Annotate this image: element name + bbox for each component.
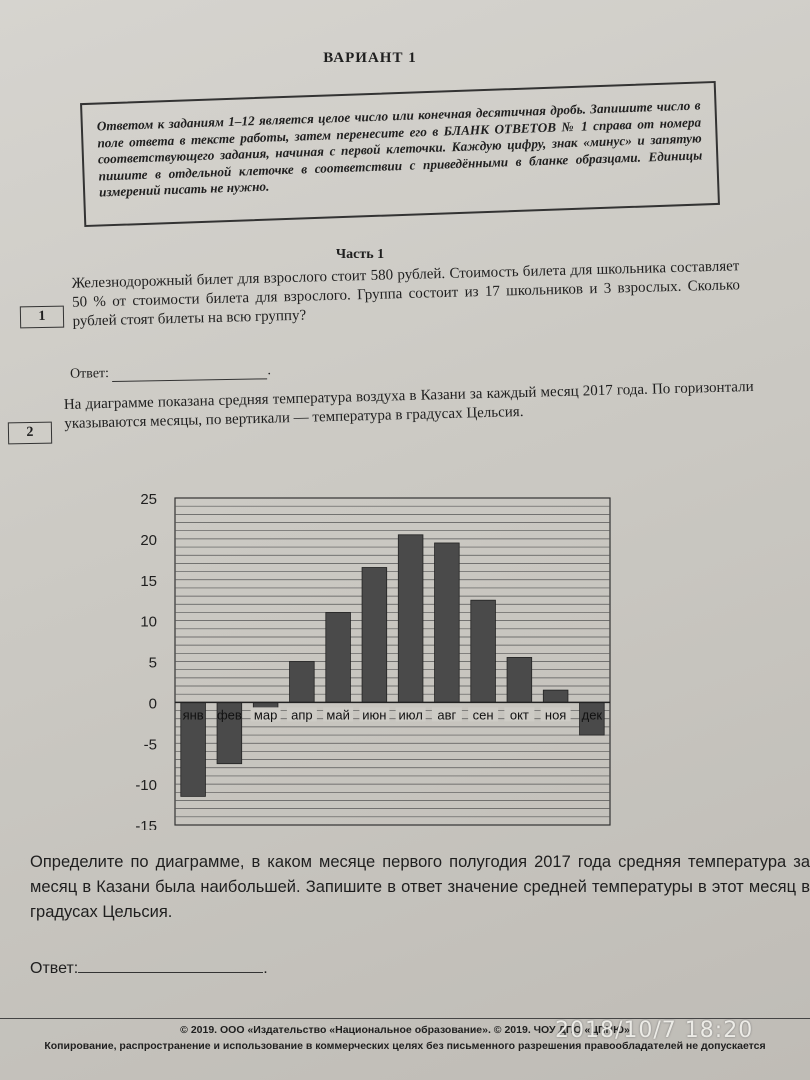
chart-bar-ноя [543,690,568,702]
chart-ytick-label: 20 [140,531,157,549]
task-2-answer-line[interactable] [78,972,263,973]
chart-xtick-label: окт [509,707,529,723]
task-2-answer: Ответ: . [30,960,268,977]
task-2-question: Определите по диаграмме, в каком месяце первого полугодия 2017 года средняя температура за месяц в Казани была наибольшей. Запишите в ответ значение средней температуры в этот месяц в градусах Цельсия. [30,853,810,921]
chart-xtick-label: янв [182,707,204,723]
chart-ytick-label: 25 [140,491,157,508]
chart-bar-сен [471,600,496,702]
instructions-box: Ответом к заданиям 1–12 является целое число или конечная десятичная дробь. Запишите число в поле ответа в тексте работы, затем перенесите его в БЛАНК ОТВЕТОВ № 1 справа от номера соответствующего задания, начиная с первой клеточки. Каждую цифру, знак «минус» и запятую пишите в отдельной клеточке в соответствии с приведёнными в бланке образцами. Единицы измерений писать не нужно. [80,81,720,227]
chart-ytick-label: -5 [143,736,157,754]
chart-ytick-label: 5 [148,654,157,672]
task-2-text: На диаграмме показана средняя температура воздуха в Казани за каждый месяц 2017 года. По горизонтали указываются месяцы, по вертикали — температура в градусах Цельсия. [63,378,754,433]
chart-ytick-label: 10 [140,613,157,631]
task-1-answer: Ответ: . [69,363,272,382]
chart-bar-май [326,612,351,702]
chart-ytick-label: 0 [148,695,157,713]
chart-bar-июл [398,535,423,703]
task-2-number: 2 [8,422,52,445]
task-1-text: Железнодорожный билет для взрослого стоит 580 рублей. Стоимость билета для школьника составляет 50 % от стоимости билета для взрослого. Группа состоит из 17 школьников и 3 взрослых. Сколько рублей стоят билеты на всю группу? [71,258,741,330]
photo-timestamp: 2018/10/7 18:20 [555,1018,754,1043]
chart-xtick-label: дек [581,707,603,723]
chart-bar-июн [362,567,387,702]
task-1-number: 1 [20,306,64,329]
chart-xtick-label: мар [253,707,278,723]
chart-bar-окт [507,657,532,702]
part-title: Часть 1 [335,247,385,262]
chart-xtick-label: ноя [544,707,567,723]
variant-title: ВАРИАНТ 1 [323,50,417,66]
chart-bar-авг [435,543,460,702]
chart-xtick-label: фев [216,707,242,723]
temperature-chart [120,480,620,830]
chart-ytick-label: 15 [140,572,157,590]
chart-xtick-label: сен [472,707,494,723]
footer-copyright: © 2019. ООО «Издательство «Национальное образование». © 2019. ЧОУ ДПО «ЦПНЮ» [180,1024,630,1036]
chart-bar-апр [290,662,315,703]
footer-disclaimer: Копирование, распространение и использование в коммерческих целях без письменного разрешения правообладателей не допускается [44,1040,766,1052]
chart-xtick-label: июл [398,707,423,723]
chart-xtick-label: авг [437,707,457,723]
chart-xtick-label: июн [362,707,387,723]
chart-ytick-label: -10 [135,777,157,795]
task-2-answer-label: Ответ: [30,960,79,977]
chart-ytick-label: -15 [135,818,157,830]
task-1-answer-label: Ответ: [69,366,110,382]
chart-xtick-label: апр [291,707,313,723]
chart-xtick-label: май [326,707,350,723]
